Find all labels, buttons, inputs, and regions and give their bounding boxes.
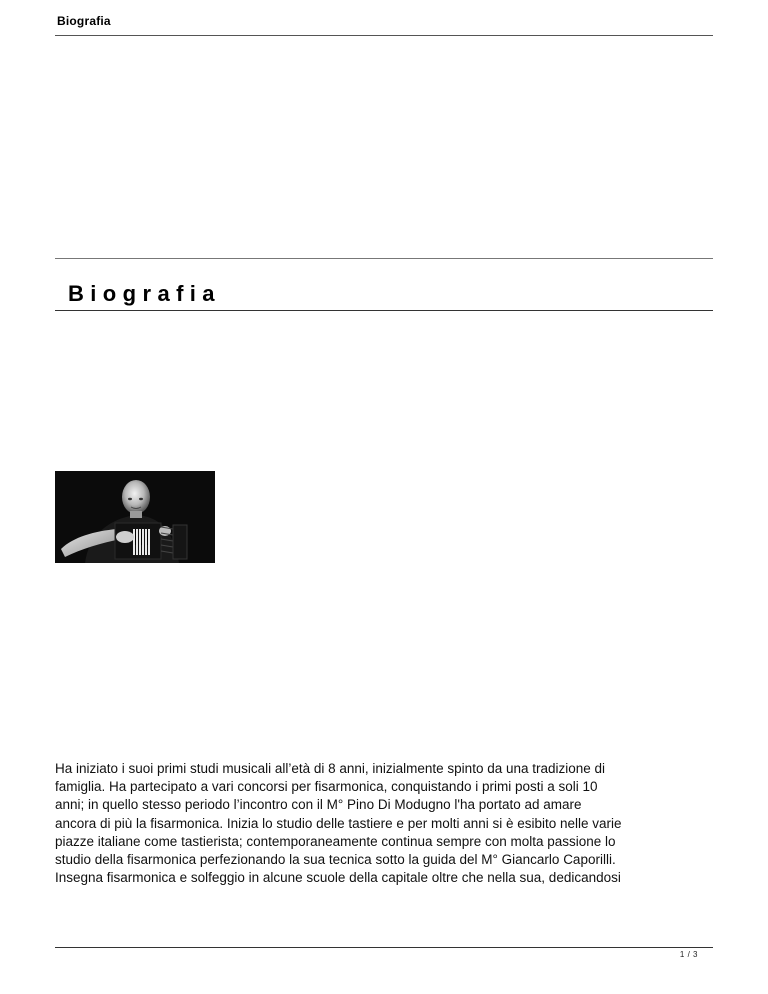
footer-divider	[55, 947, 713, 948]
title-underline	[55, 310, 713, 311]
page-title: Biografia	[68, 281, 221, 306]
biography-paragraph: Ha iniziato i suoi primi studi musicali all’età di 8 anni, inizialmente spinto da una tradizione di famiglia. Ha partecipato a vari concorsi per fisarmonica, conquistando i primi posti a soli 10 anni; in quello stesso periodo l’incontro con il M° Pino Di Modugno l'ha portato ad amare ancora di più la fisarmonica. Inizia lo studio delle tastiere e per molti anni si è esibito nelle varie piazze italiane come tastierista; contemporaneamente continua sempre con molta passione lo studio della fisarmonica perfezionando la sua tecnica sotto la guida del M° Giancarlo Caporilli. Insegna fisarmonica e solfeggio in alcune scuole della capitale oltre che nella sua, dedicandosi	[55, 761, 622, 886]
header-divider	[55, 35, 713, 36]
page-number: 1 / 3	[679, 950, 698, 959]
running-header-title: Biografia	[57, 14, 111, 28]
section-divider	[55, 258, 713, 259]
accordion-player-photo	[55, 471, 215, 563]
